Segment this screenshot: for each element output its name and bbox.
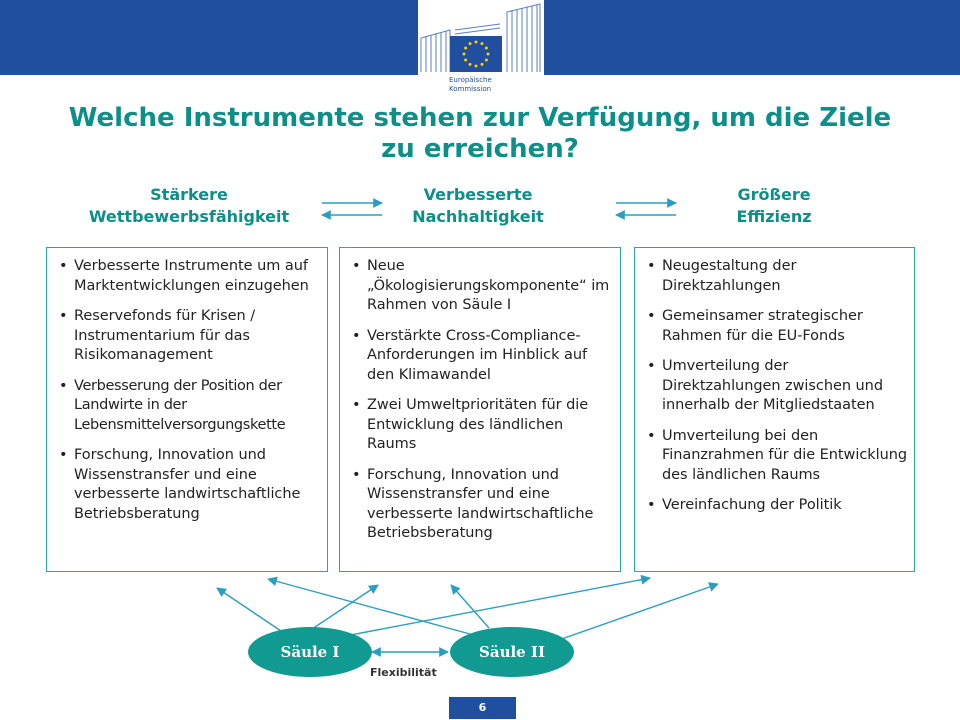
list-item: • Reservefonds für Krisen / Instrumentarium für das Risikomanagement [56,307,321,366]
pillar-2: Säule II [450,627,574,677]
heading-efficiency [632,184,916,228]
box-competitiveness [46,247,328,572]
title-line-1: Welche Instrumente stehen zur Verfügung, um die Ziele [68,103,892,133]
logo-line-2: Kommission [449,85,492,93]
list-item: • Vereinfachung der Politik [644,496,908,516]
list-item: • Umverteilung bei den Finanzrahmen für die Entwicklung des ländlichen Raums [644,427,908,486]
list-item: • Zwei Umweltprioritäten für die Entwicklung des ländlichen Raums [349,396,614,455]
arrow-pillar1-competitiveness [217,588,284,633]
arrow-pillar2-sustainability [451,585,489,628]
list-item: • Neue „Ökologisierungskomponente“ im Rahmen von Säule I [349,257,614,316]
arrow-pillar1-sustainability [312,585,378,629]
arrow-pillar2-competitiveness [268,579,470,634]
list-item: • Forschung, Innovation und Wissenstransfer und eine verbesserte landwirtschaftliche Betriebsberatung [349,466,614,544]
box-sustainability [339,247,621,572]
list-item: • Verstärkte Cross-Compliance-Anforderungen im Hinblick auf den Klimawandel [349,327,614,386]
list-item: • Verbesserung der Position der Landwirte in der Lebensmittelversorgungskette [56,377,321,436]
heading-line-2: Wettbewerbsfähigkeit [88,207,290,226]
heading-line-1: Größere [737,185,811,204]
heading-sustainability [336,184,620,228]
box-efficiency [634,247,915,572]
title-line-2: zu erreichen? [381,134,579,164]
list-item: • Umverteilung der Direktzahlungen zwischen und innerhalb der Mitgliedstaaten [644,357,908,416]
list-item: • Forschung, Innovation und Wissenstransfer und eine verbesserte landwirtschaftliche Betriebsberatung [56,446,321,524]
logo-line-1: Europäische [449,76,492,84]
list-item: • Verbesserte Instrumente um auf Marktentwicklungen einzugehen [56,257,321,296]
heading-line-1: Stärkere [150,185,228,204]
heading-line-2: Effizienz [736,207,812,226]
heading-competitiveness [44,184,334,228]
heading-line-1: Verbesserte [423,185,533,204]
pillar-1: Säule I [248,627,372,677]
logo-text [449,76,492,94]
arrow-pillar2-efficiency [556,584,718,641]
flexibility-label: Flexibilität [370,666,437,679]
heading-line-2: Nachhaltigkeit [412,207,544,226]
list-item: • Neugestaltung der Direktzahlungen [644,257,908,296]
page-title [40,103,920,165]
page-number: 6 [449,697,516,719]
list-item: • Gemeinsamer strategischer Rahmen für die EU-Fonds [644,307,908,346]
